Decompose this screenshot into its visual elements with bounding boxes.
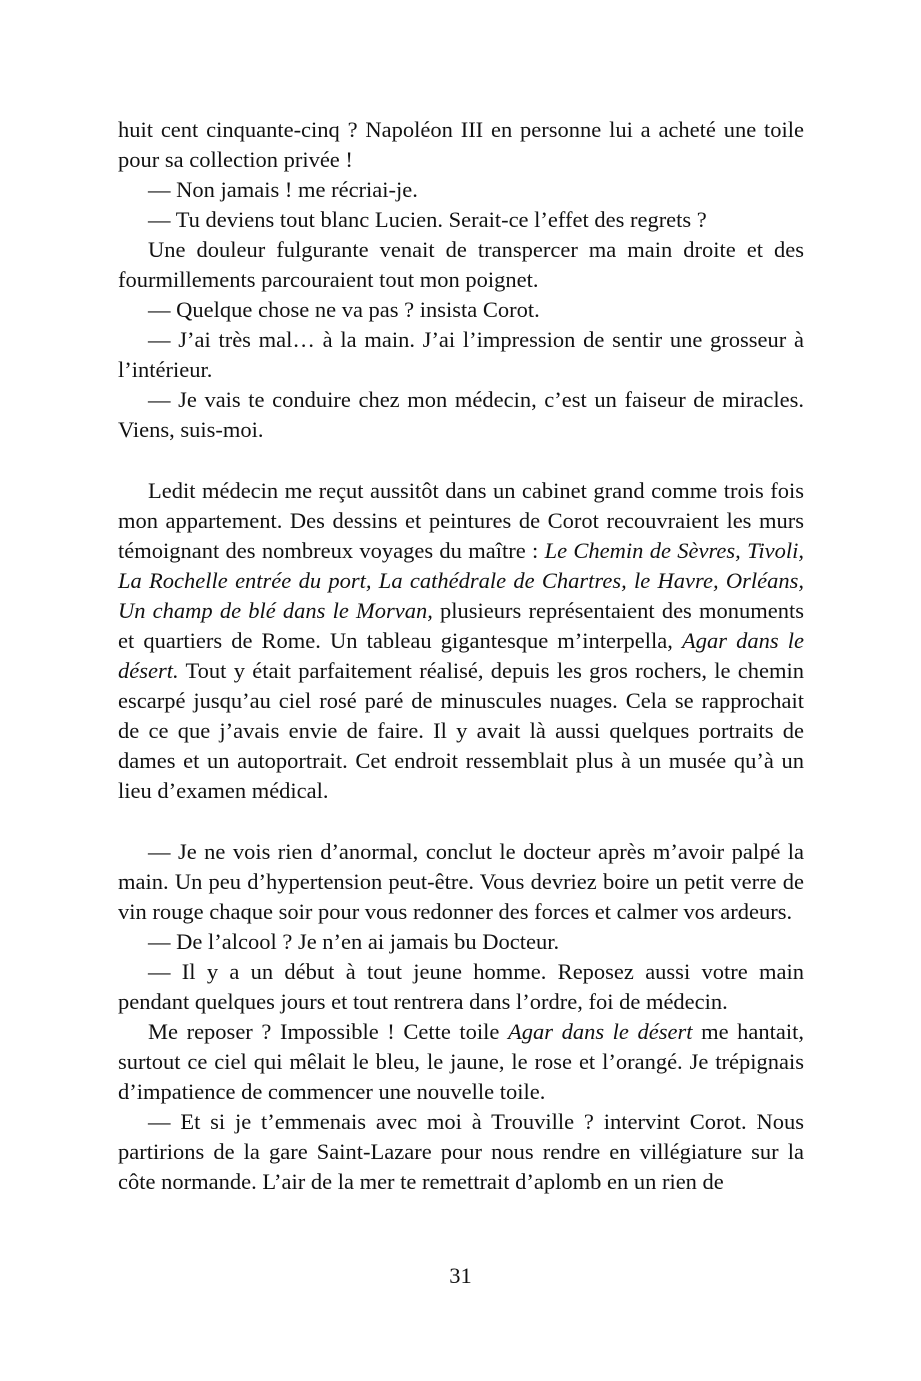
text-run: plusieurs représentaient des monuments et quartiers de Rome. Un tableau gigantesque m’interpella, [118, 598, 804, 653]
page-body [118, 115, 804, 1197]
paragraph [118, 1017, 804, 1107]
dialogue-line: — Non jamais ! me récriai-je. [148, 177, 418, 202]
dialogue-line: — J’ai très mal… à la main. J’ai l’impression de sentir une grosseur à l’intérieur. [118, 327, 804, 382]
paragraph-continuation: huit cent cinquante-cinq ? Napoléon III en personne lui a acheté une toile pour sa collection privée ! [118, 117, 804, 172]
dialogue-line: — Quelque chose ne va pas ? insista Corot. [148, 297, 540, 322]
dialogue-line: — De l’alcool ? Je n’en ai jamais bu Docteur. [148, 929, 560, 954]
text-run: Me reposer ? Impossible ! Cette toile [148, 1019, 508, 1044]
paragraph: Une douleur fulgurante venait de transpercer ma main droite et des fourmillements parcouraient tout mon poignet. [118, 237, 804, 292]
section-break [118, 445, 804, 476]
section-break [118, 806, 804, 837]
paragraph-doctor-office [118, 476, 804, 806]
dialogue-line: — Il y a un début à tout jeune homme. Reposez aussi votre main pendant quelques jours et tout rentrera dans l’ordre, foi de médecin. [118, 959, 804, 1014]
dialogue-line: — Et si je t’emmenais avec moi à Trouville ? intervint Corot. Nous partirions de la gare Saint-Lazare pour nous rendre en villégiature sur la côte normande. L’air de la mer te remettrait d’aplomb en un rien de [118, 1109, 804, 1194]
painting-title: Agar dans le désert [508, 1019, 693, 1044]
dialogue-line: — Je ne vois rien d’anormal, conclut le docteur après m’avoir palpé la main. Un peu d’hypertension peut-être. Vous devriez boire un petit verre de vin rouge chaque soir pour vous redonner des forces et calmer vos ardeurs. [118, 839, 804, 924]
page-number: 31 [449, 1263, 472, 1288]
painting-title: Agar dans le désert. [118, 628, 804, 683]
painting-titles: Le Chemin de Sèvres, Tivoli, La Rochelle entrée du port, La cathédrale de Chartres, le Havre, Orléans, Un champ de blé dans le Morvan, [118, 538, 804, 623]
dialogue-line: — Tu deviens tout blanc Lucien. Serait-ce l’effet des regrets ? [148, 207, 707, 232]
dialogue-line: — Je vais te conduire chez mon médecin, c’est un faiseur de miracles. Viens, suis-moi. [118, 387, 804, 442]
text-run: me hantait, surtout ce ciel qui mêlait le bleu, le jaune, le rose et l’orangé. Je trépignais d’impatience de commencer une nouvelle toile. [118, 1019, 804, 1104]
text-run: Ledit médecin me reçut aussitôt dans un cabinet grand comme trois fois mon appartement. Des dessins et peintures de Corot recouvraient les murs témoignant des nombreux voyages du maître : [118, 478, 804, 563]
text-run: Tout y était parfaitement réalisé, depuis les gros rochers, le chemin escarpé jusqu’au ciel rosé paré de minuscules nuages. Cela se rapprochait de ce que j’avais envie de faire. Il y avait là aussi quelques portraits de dames et un autoportrait. Cet endroit ressemblait plus à un musée qu’à un lieu d’examen médical. [118, 658, 804, 803]
